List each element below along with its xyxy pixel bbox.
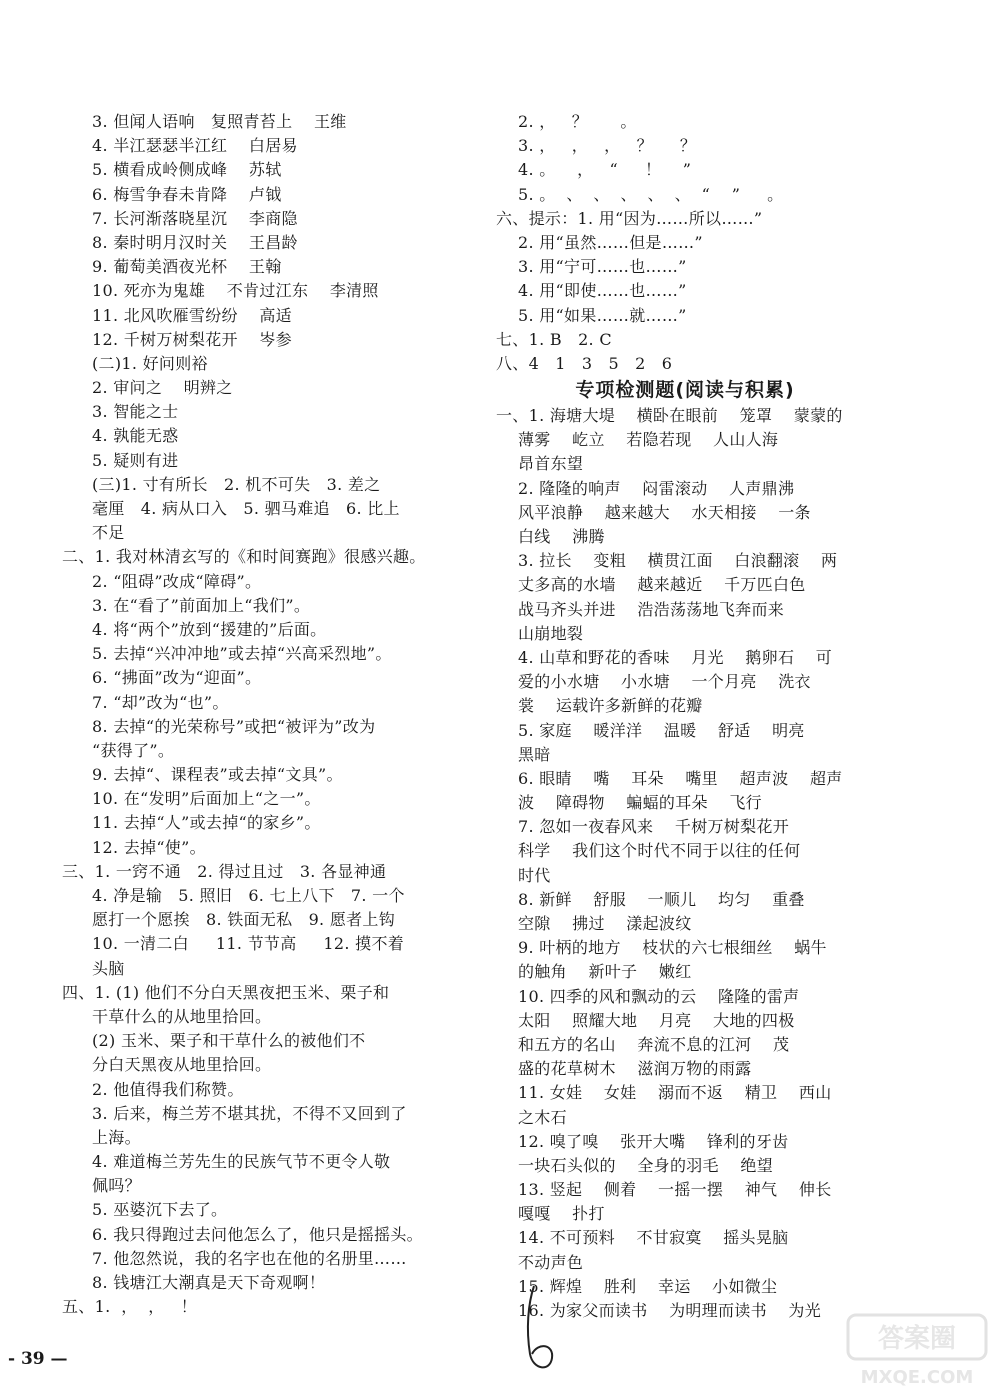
left-answer-line: 12. 去掉“使”。 <box>92 837 206 857</box>
left-answer-line: 4. 净是输 5. 照旧 6. 七上八下 7. 一个 <box>92 886 405 905</box>
right-top-answer-line: 5. 用“如果……就……” <box>518 305 687 325</box>
reading-answer-line: 风平浪静 越来越大 水天相接 一条 <box>518 502 811 522</box>
left-answer-line: (二)1. 好问则裕 <box>92 353 208 373</box>
reading-answer-line: 盛的花草树木 滋润万物的雨露 <box>518 1059 752 1079</box>
reading-answer-line: 和五方的名山 奔流不息的江河 茂 <box>518 1034 790 1054</box>
left-answer-line: 佩吗？ <box>92 1176 141 1196</box>
reading-answer-line: 8. 新鲜 舒服 一顺儿 均匀 重叠 <box>518 889 805 909</box>
reading-answer-line: 一块石头似的 全身的羽毛 绝望 <box>518 1155 773 1175</box>
reading-answer-line: 波 障碍物 蝙蝠的耳朵 飞行 <box>518 793 762 813</box>
left-answer-line: 6. “拂面”改为“迎面”。 <box>92 668 262 688</box>
reading-answer-line: 3. 拉长 变粗 横贯江面 白浪翻滚 两 <box>518 551 838 571</box>
left-answer-line: 11. 去掉“人”或去掉“的家乡”。 <box>92 813 321 833</box>
reading-answer-line: 4. 山草和野花的香味 月光 鹅卵石 可 <box>518 647 833 667</box>
right-top-answer-line: 2. 用“虽然……但是……” <box>518 232 703 252</box>
reading-answer-line: 13. 竖起 侧着 一摇一摆 神气 伸长 <box>518 1180 832 1200</box>
right-top-answer-line: 3. ， ， ， ？ ？ <box>518 136 697 156</box>
reading-answer-line: 16. 为家父而读书 为明理而读书 为光 <box>518 1301 822 1320</box>
left-answer-line: 不足 <box>92 523 125 543</box>
reading-answer-line: 裳 运载许多新鲜的花瓣 <box>518 696 703 716</box>
left-answer-line: 5. 去掉“兴冲冲地”或去掉“兴高采烈地”。 <box>92 644 392 664</box>
reading-answer-line: 丈多高的水墙 越来越近 千万匹白色 <box>518 575 806 595</box>
left-answer-line: 愿打一个愿挨 8. 铁面无私 9. 愿者上钩 <box>92 910 396 930</box>
left-answer-line: 4. 半江瑟瑟半江红 白居易 <box>92 136 298 156</box>
left-answer-line: (三)1. 寸有所长 2. 机不可失 3. 差之 <box>92 474 381 494</box>
left-answer-line: 毫厘 4. 病从口入 5. 驷马难追 6. 比上 <box>92 499 400 518</box>
right-top-answer-line: 六、提示：1. 用“因为……所以……” <box>496 208 763 228</box>
reading-answer-line: 昂首东望 <box>518 454 584 474</box>
left-answer-line: 干草什么的从地里拾回。 <box>92 1006 272 1026</box>
left-answer-line: 2. 他值得我们称赞。 <box>92 1079 244 1099</box>
left-answer-line: 7. 他忽然说，我的名字也在他的名册里…… <box>92 1248 407 1268</box>
reading-answer-line: 白线 沸腾 <box>518 527 605 546</box>
left-answer-line: 4. 将“两个”放到“援建的”后面。 <box>92 619 327 639</box>
reading-answer-line: 时代 <box>518 865 551 885</box>
reading-answer-line: 山崩地裂 <box>518 623 584 643</box>
right-column <box>496 110 870 1323</box>
left-answer-line: 7. “却”改为“也”。 <box>92 692 229 712</box>
svg-text:MXQE.COM: MXQE.COM <box>860 1367 974 1388</box>
reading-answer-line: 15. 辉煌 胜利 幸运 小如微尘 <box>518 1276 778 1296</box>
left-answer-line: 上海。 <box>92 1127 141 1147</box>
section-title: 专项检测题(阅读与积累) <box>575 379 795 402</box>
handwritten-pen-mark <box>524 1284 558 1374</box>
right-bottom-answers <box>496 404 870 1323</box>
left-answer-line: 10. 死亦为鬼雄 不肯过江东 李清照 <box>92 281 379 301</box>
left-answer-line: 9. 去掉“、课程表”或去掉“文具”。 <box>92 765 343 785</box>
left-answer-line: 6. 梅雪争春未肯降 卢钺 <box>92 184 282 204</box>
left-answer-line: (2) 玉米、栗子和干草什么的被他们不 <box>92 1031 366 1051</box>
left-answer-line: 二、1. 我对林清玄写的《和时间赛跑》很感兴趣。 <box>62 547 426 567</box>
reading-answer-line: 6. 眼睛 嘴 耳朵 嘴里 超声波 超声 <box>518 768 843 788</box>
reading-answer-line: 7. 忽如一夜春风来 千树万树梨花开 <box>518 817 789 837</box>
watermark-logo <box>842 1311 992 1391</box>
left-answer-line: 8. 秦时明月汉时关 王昌龄 <box>92 232 298 252</box>
reading-answer-line: 的触角 新叶子 嫩红 <box>518 962 692 982</box>
left-answer-line: 7. 长河渐落晓星沉 李商隐 <box>92 208 298 228</box>
reading-answer-line: 12. 嗅了嗅 张开大嘴 锋利的牙齿 <box>518 1131 789 1151</box>
left-column <box>62 110 502 1319</box>
left-answer-line: 2. 审问之 明辨之 <box>92 378 233 398</box>
left-answer-line: 8. 去掉“的光荣称号”或把“被评为”改为 <box>92 716 376 736</box>
reading-answer-line: 2. 隆隆的响声 闷雷滚动 人声鼎沸 <box>518 478 795 498</box>
reading-answer-line: 太阳 照耀大地 月亮 大地的四极 <box>518 1010 795 1030</box>
left-answer-line: 3. 后来，梅兰芳不堪其扰，不得不又回到了 <box>92 1103 407 1123</box>
left-answer-line: 四、1. (1) 他们不分白天黑夜把玉米、栗子和 <box>62 982 390 1002</box>
left-answer-line: 11. 北风吹雁雪纷纷 高适 <box>92 305 292 325</box>
svg-text:答案圈: 答案圈 <box>877 1324 957 1354</box>
left-answer-line: 5. 横看成岭侧成峰 苏轼 <box>92 160 282 180</box>
left-answer-line: 9. 葡萄美酒夜光杯 王翰 <box>92 257 282 277</box>
reading-answer-line: 14. 不可预料 不甘寂寞 摇头晃脑 <box>518 1228 789 1248</box>
left-answer-line: 三、1. 一窍不通 2. 得过且过 3. 各显神通 <box>62 861 387 881</box>
reading-answer-line: 不动声色 <box>518 1252 584 1272</box>
left-answer-line: 2. “阻碍”改成“障碍”。 <box>92 571 262 591</box>
right-top-answer-line: 八、4 1 3 5 2 6 <box>496 353 673 373</box>
left-answer-line: 12. 千树万树梨花开 岑参 <box>92 329 292 349</box>
reading-answer-line: 11. 女娃 女娃 溺而不返 精卫 西山 <box>518 1083 832 1103</box>
reading-answer-line: 战马齐头并进 浩浩荡荡地飞奔而来 <box>518 599 785 619</box>
reading-answer-line: 空隙 拂过 漾起波纹 <box>518 914 692 933</box>
left-answer-line: 5. 巫婆沉下去了。 <box>92 1200 228 1220</box>
right-top-answer-line: 5. 。 、 、 、 、 、 “ ” 。 <box>518 184 784 204</box>
reading-answer-line: 黑暗 <box>518 744 551 764</box>
left-answer-line: 3. 但闻人语响 复照青苔上 王维 <box>92 112 347 131</box>
right-top-answer-line: 3. 用“宁可……也……” <box>518 257 687 277</box>
right-top-answer-line: 七、1. B 2. C <box>496 329 612 349</box>
left-answer-line: 6. 我只得跑过去问他怎么了，他只是摇摇头。 <box>92 1224 423 1244</box>
reading-answer-line: 嘎嘎 扑打 <box>518 1204 605 1224</box>
left-answer-line: “获得了”。 <box>92 740 175 760</box>
reading-answer-line: 科学 我们这个时代不同于以往的任何 <box>518 841 801 861</box>
right-top-answer-line: 4. 用“即使……也……” <box>518 281 687 301</box>
reading-answer-line: 5. 家庭 暖洋洋 温暖 舒适 明亮 <box>518 720 805 740</box>
left-answer-line: 3. 在“看了”前面加上“我们”。 <box>92 595 311 615</box>
left-answer-line: 4. 孰能无惑 <box>92 426 179 446</box>
left-answer-line: 10. 在“发明”后面加上“之一”。 <box>92 789 321 809</box>
right-top-answer-line: 4. 。 ， “ ！ ” <box>518 160 692 180</box>
left-answer-line: 5. 疑则有进 <box>92 450 179 470</box>
reading-answer-line: 一、1. 海塘大堤 横卧在眼前 笼罩 蒙蒙的 <box>496 406 843 426</box>
reading-answer-line: 爱的小水塘 小水塘 一个月亮 洗衣 <box>518 672 811 692</box>
page-number: - 39 — <box>8 1349 68 1369</box>
right-top-answer-line: 2. ， ？ 。 <box>518 112 637 131</box>
reading-answer-line: 9. 叶柄的地方 枝状的六七根细丝 蜗牛 <box>518 938 827 958</box>
left-answer-line: 五、1. ， ， ！ <box>62 1297 198 1317</box>
left-answer-line: 8. 钱塘江大潮真是天下奇观啊！ <box>92 1273 326 1292</box>
reading-answer-line: 之木石 <box>518 1107 567 1127</box>
reading-answer-line: 薄雾 屹立 若隐若现 人山人海 <box>518 430 779 450</box>
left-answer-line: 4. 难道梅兰芳先生的民族气节不更令人敬 <box>92 1152 391 1172</box>
left-answer-line: 10. 一清二白 11. 节节高 12. 摸不着 <box>92 934 405 954</box>
reading-answer-line: 10. 四季的风和飘动的云 隆隆的雷声 <box>518 986 800 1006</box>
left-answer-line: 头脑 <box>92 958 125 978</box>
left-answer-line: 分白天黑夜从地里拾回。 <box>92 1055 272 1075</box>
left-answer-line: 3. 智能之士 <box>92 402 179 422</box>
right-top-answers <box>496 110 870 376</box>
